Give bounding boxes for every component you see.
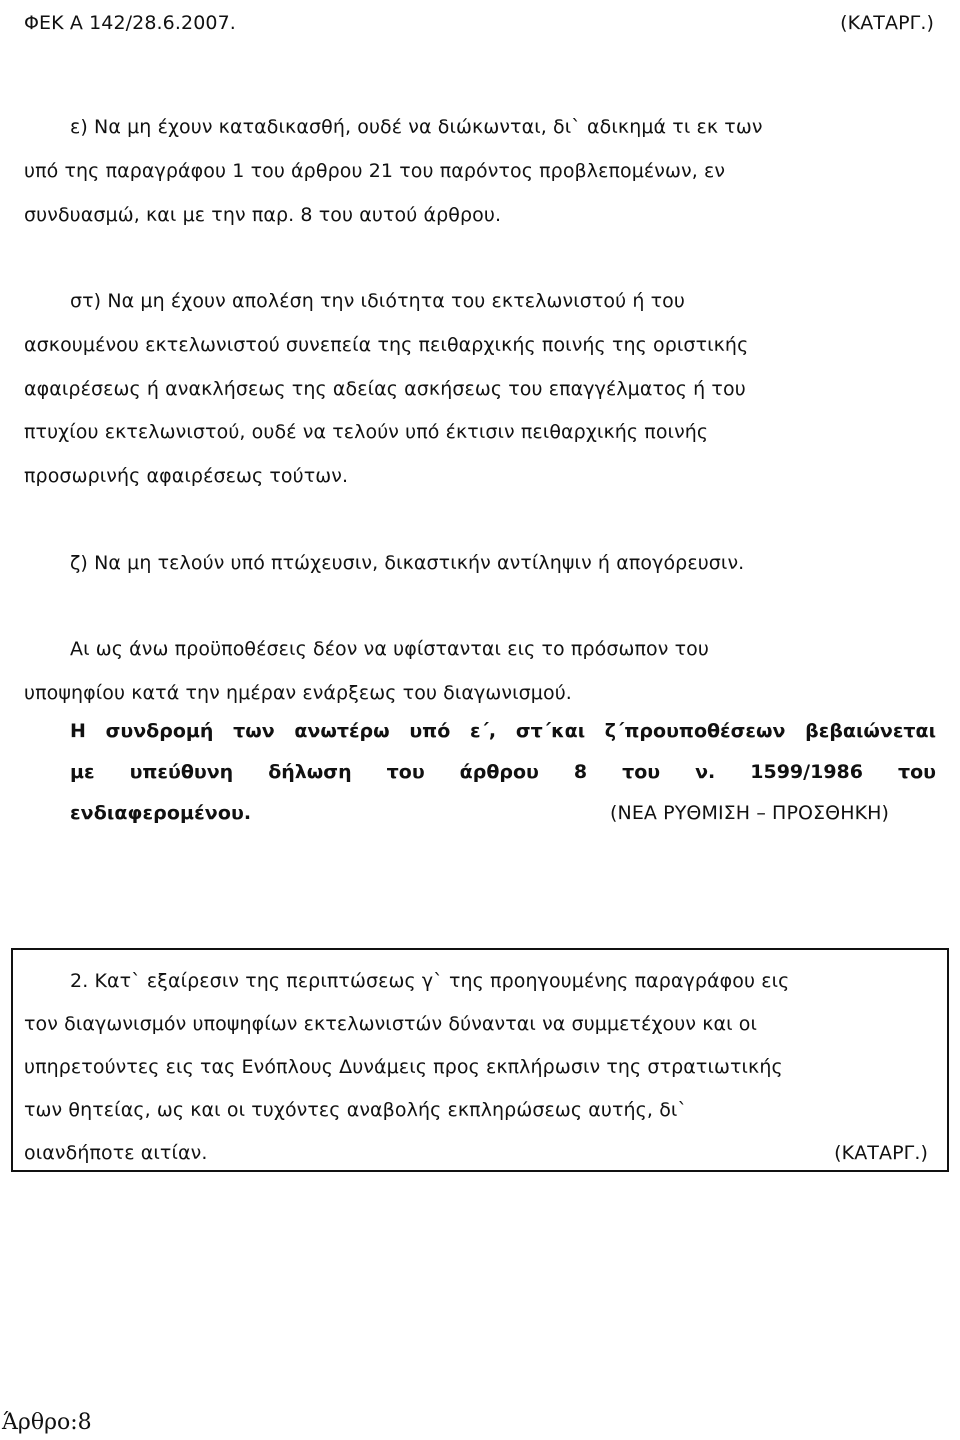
paragraph-line: ασκουμένου εκτελωνιστού συνεπεία της πειθαρχικής ποινής της οριστικής [24, 334, 749, 356]
paragraph-line: αφαιρέσεως ή ανακλήσεως της αδείας ασκήσεως του επαγγέλματος ή του [24, 378, 746, 400]
paragraph-line: 2. Κατ` εξαίρεσιν της περιπτώσεως γ` της προηγουμένης παραγράφου εις [70, 970, 790, 992]
paragraph-line: ε) Να μη έχουν καταδικασθή, ουδέ να διώκωνται, δι` αδικημά τι εκ των [70, 116, 763, 138]
paragraph-line: υποψηφίου κατά την ημέραν ενάρξεως του διαγωνισμού. [24, 682, 572, 704]
header-status: (ΚΑΤΑΡΓ.) [840, 12, 934, 34]
header-gazette-ref: ΦΕΚ Α 142/28.6.2007. [24, 12, 236, 34]
paragraph-line: υπηρετούντες εις τας Ενόπλους Δυνάμεις προς εκπλήρωσιν της στρατιωτικής [24, 1056, 783, 1078]
paragraph-line: προσωρινής αφαιρέσεως τούτων. [24, 465, 349, 487]
paragraph-z: ζ) Να μη τελούν υπό πτώχευσιν, δικαστικήν αντίληψιν ή απογόρευσιν. [70, 552, 745, 574]
article-footer: Άρθρο:8 [2, 1410, 92, 1435]
paragraph-line: οιανδήποτε αιτίαν. [24, 1142, 208, 1164]
paragraph-line-bold: Η συνδρομή των ανωτέρω υπό ε΄, στ΄και ζ΄προυποθέσεων βεβαιώνεται [70, 720, 936, 742]
paragraph-line: υπό της παραγράφου 1 του άρθρου 21 του παρόντος προβλεπομένων, εν [24, 160, 726, 182]
repealed-note: (ΚΑΤΑΡΓ.) [834, 1142, 928, 1164]
paragraph-line: Αι ως άνω προϋποθέσεις δέον να υφίστανται εις το πρόσωπον του [70, 638, 709, 660]
paragraph-line-bold: ενδιαφερομένου. [70, 802, 252, 824]
paragraph-line-bold: με υπεύθυνη δήλωση του άρθρου 8 του ν. 1599/1986 του [70, 761, 936, 783]
paragraph-line: στ) Να μη έχουν απολέση την ιδιότητα του εκτελωνιστού ή του [70, 290, 685, 312]
paragraph-line: συνδυασμώ, και με την παρ. 8 του αυτού άρθρου. [24, 204, 502, 226]
paragraph-line: τον διαγωνισμόν υποψηφίων εκτελωνιστών δύνανται να συμμετέχουν και οι [24, 1013, 758, 1035]
amendment-note: (ΝΕΑ ΡΥΘΜΙΣΗ – ΠΡΟΣΘΗΚΗ) [610, 802, 890, 824]
paragraph-line: πτυχίου εκτελωνιστού, ουδέ να τελούν υπό έκτισιν πειθαρχικής ποινής [24, 421, 709, 443]
paragraph-line: των θητείας, ως και οι τυχόντες αναβολής εκπληρώσεως αυτής, δι` [24, 1099, 688, 1121]
